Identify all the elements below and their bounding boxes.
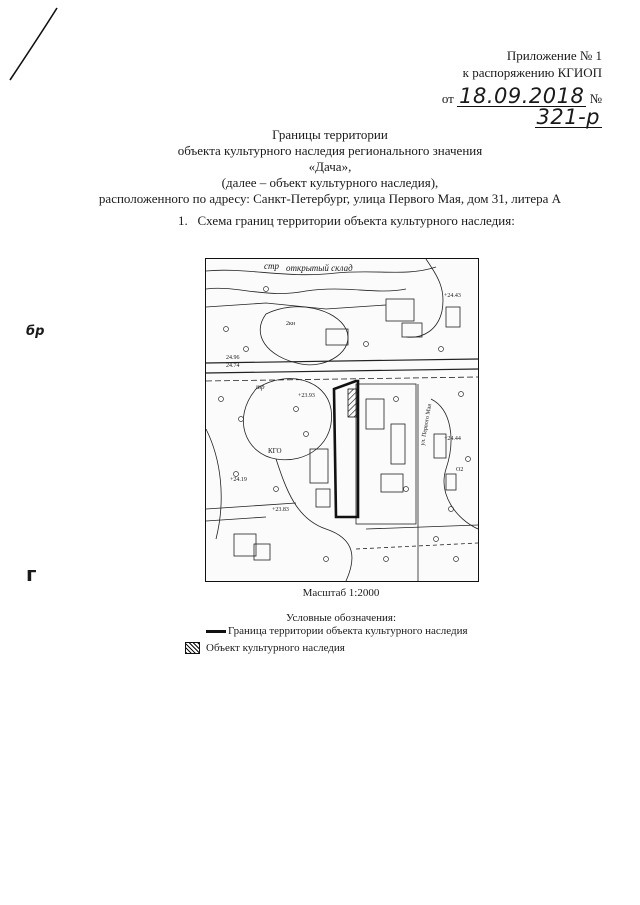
date-number-line	[380, 86, 602, 128]
title-line5: расположенного по адресу: Санкт-Петербург, улица Первого Мая, дом 31, литера А	[98, 191, 562, 206]
appendix-line1: Приложение № 1	[506, 48, 602, 63]
map-label-elev-left: 24.96	[226, 355, 240, 361]
hatched-object-symbol	[185, 642, 200, 654]
section-heading	[178, 213, 515, 229]
legend-item1-label: Граница территории объекта культурного наследия	[228, 625, 468, 637]
section-heading-text: Схема границ территории объекта культурного наследия:	[197, 213, 515, 228]
appendix-line2: к распоряжению КГИОП	[462, 65, 602, 80]
map-label-elev-tr: +24.43	[444, 293, 461, 299]
title-line1: Границы территории	[272, 127, 388, 142]
margin-mark-1: бр	[26, 324, 45, 339]
legend-item-boundary	[206, 625, 468, 637]
map-label-tr: тр	[256, 383, 265, 391]
map-label-elev-center: +23.93	[298, 393, 315, 399]
map-label-str: стр	[264, 261, 279, 271]
map-label-warehouse: открытый склад	[286, 263, 353, 273]
number-prefix: №	[589, 91, 602, 106]
map-scale: Масштаб 1:2000	[302, 587, 380, 599]
section-number: 1.	[178, 213, 188, 228]
pen-stroke	[0, 0, 80, 100]
date-value: 18.09.2018	[459, 84, 585, 108]
date-prefix: от	[441, 91, 454, 106]
map-label-elev-bl: +24.19	[230, 477, 247, 483]
cadastral-map	[205, 258, 479, 582]
number-value: 321-р	[536, 105, 600, 129]
map-label-elev-left2: 24.74	[226, 363, 240, 369]
title-line2: объекта культурного наследия регионального значения	[177, 143, 483, 158]
boundary-line-symbol	[206, 630, 226, 633]
map-label-street: ул. Первого Мая	[420, 403, 434, 447]
map-label-elev-bottom: +23.83	[272, 507, 289, 513]
title-line3: «Дача»,	[308, 159, 352, 174]
legend-item-object	[185, 642, 345, 654]
margin-mark-2: г	[26, 562, 37, 586]
legend-title: Условные обозначения:	[285, 612, 397, 624]
title-line4: (далее – объект культурного наследия),	[221, 175, 439, 190]
map-label-kgo: КГО	[268, 447, 282, 455]
appendix-header	[380, 47, 602, 81]
document-title	[70, 127, 590, 207]
map-label-elev-right: +24.44	[444, 436, 461, 442]
map-label-2kn: 2кн	[286, 321, 296, 327]
legend-item2-label: Объект культурного наследия	[206, 642, 345, 654]
map-label-o2: О2	[456, 467, 464, 473]
map-drawing	[206, 259, 478, 581]
